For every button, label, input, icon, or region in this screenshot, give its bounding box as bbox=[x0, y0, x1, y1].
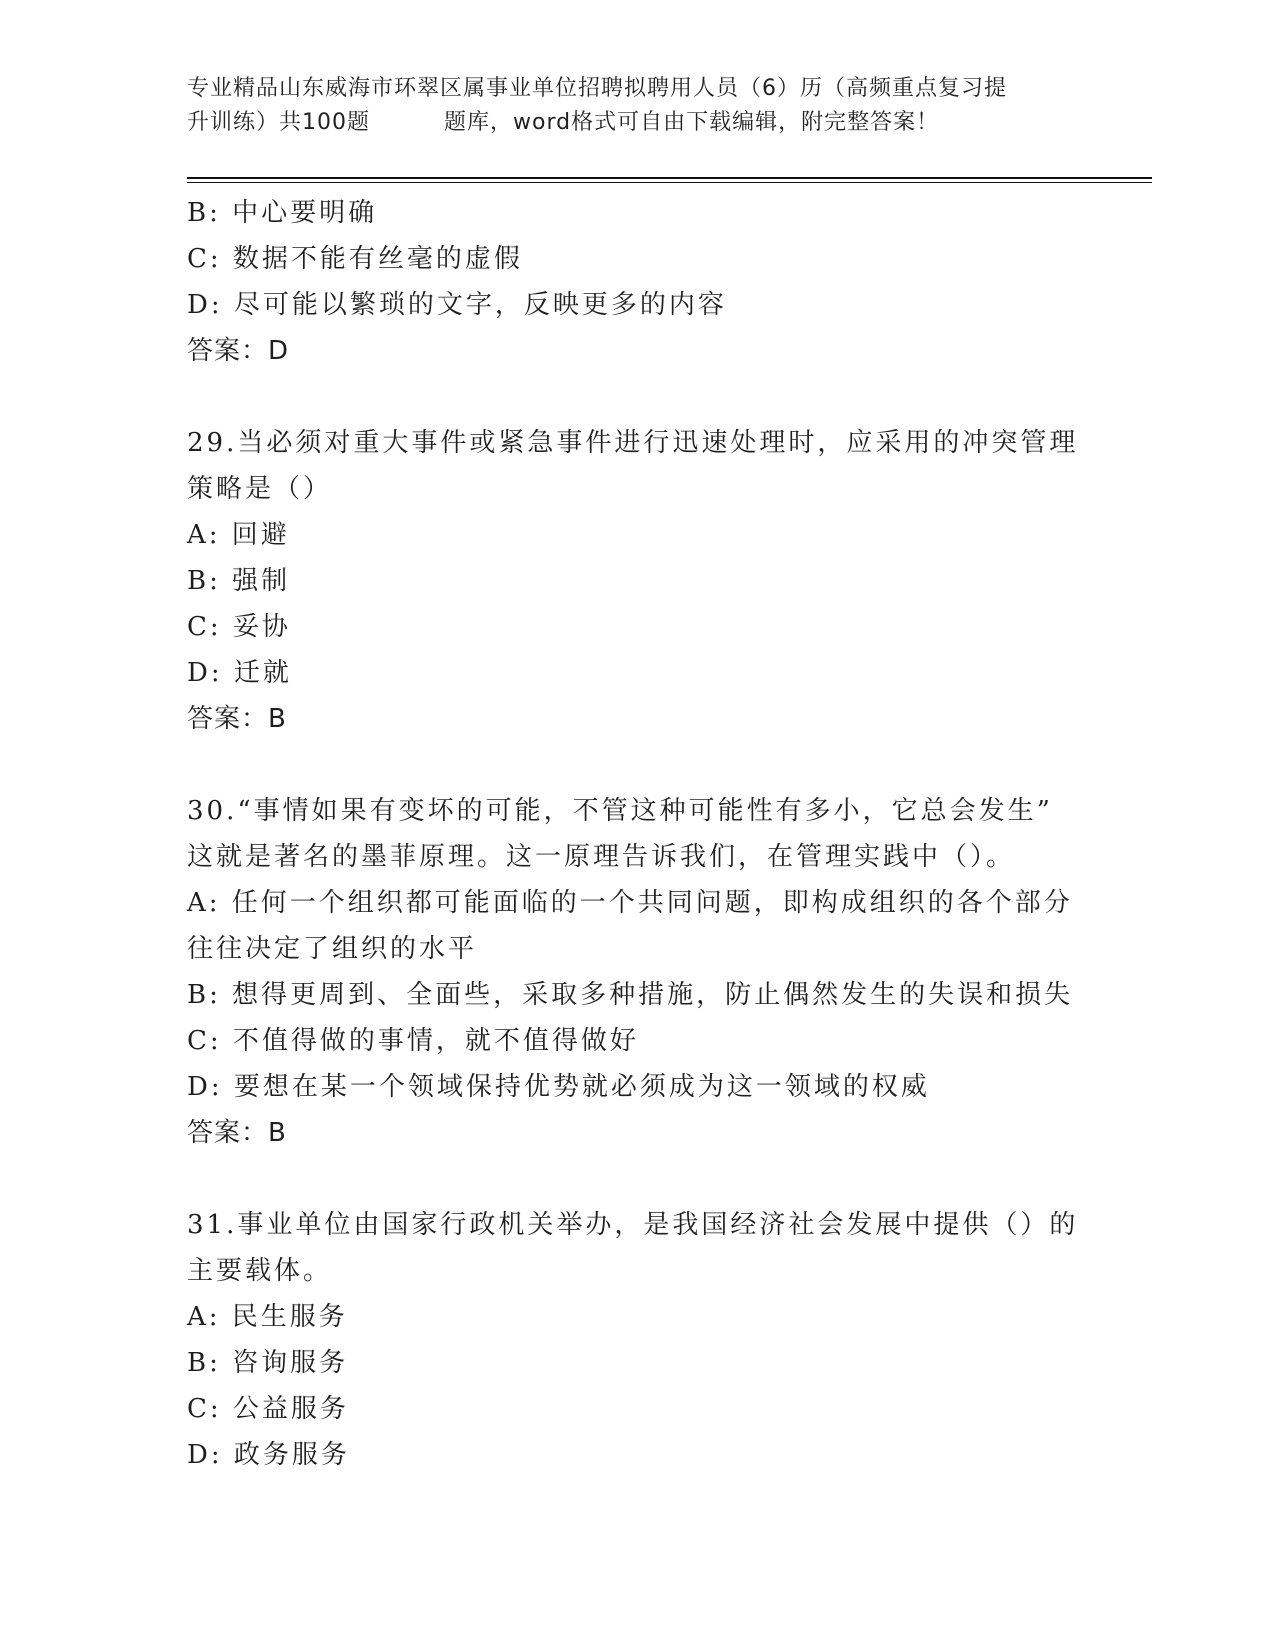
question-stem-line-1: 29.当必须对重大事件或紧急事件进行迅速处理时，应采用的冲突管理 bbox=[187, 428, 1079, 458]
question-stem-line-1: 30.“事情如果有变坏的可能，不管这种可能性有多小，它总会发生” bbox=[187, 796, 1053, 826]
header-rule-thin bbox=[187, 182, 1152, 183]
option-c: C: 妥协 bbox=[187, 612, 291, 642]
option-b: B: 强制 bbox=[187, 566, 291, 596]
answer: 答案：B bbox=[187, 1118, 287, 1148]
header-line-1: 专业精品山东威海市环翠区属事业单位招聘拟聘用人员（6）历（高频重点复习提 bbox=[187, 76, 1007, 101]
header-line-2 bbox=[187, 106, 1087, 140]
option-c: C: 公益服务 bbox=[187, 1394, 349, 1424]
option-d: D: 尽可能以繁琐的文字，反映更多的内容 bbox=[187, 290, 727, 320]
option-b: B: 咨询服务 bbox=[187, 1348, 349, 1378]
option-b: B: 中心要明确 bbox=[187, 198, 378, 228]
question-stem-line-2: 这就是著名的墨菲原理。这一原理告诉我们，在管理实践中（）。 bbox=[187, 842, 1016, 872]
option-a-line-2: 往往决定了组织的水平 bbox=[187, 934, 478, 964]
question-spacer bbox=[187, 374, 1087, 420]
question-29 bbox=[187, 420, 1087, 742]
question-list bbox=[187, 190, 1087, 1478]
answer: 答案：B bbox=[187, 704, 287, 734]
option-c: C: 不值得做的事情，就不值得做好 bbox=[187, 1026, 639, 1056]
header-line-2-part-b: 题库，word格式可自由下载编辑，附完整答案！ bbox=[444, 110, 940, 135]
answer: 答案：D bbox=[187, 336, 290, 366]
document-header bbox=[187, 72, 1087, 140]
question-31 bbox=[187, 1202, 1087, 1478]
question-30 bbox=[187, 788, 1087, 1156]
question-stem-line-2: 主要载体。 bbox=[187, 1256, 333, 1286]
option-a: A: 回避 bbox=[187, 520, 290, 550]
question-stem-line-1: 31.事业单位由国家行政机关举办，是我国经济社会发展中提供（）的 bbox=[187, 1210, 1079, 1240]
option-c: C: 数据不能有丝毫的虚假 bbox=[187, 244, 523, 274]
option-b: B: 想得更周到、全面些，采取多种措施，防止偶然发生的失误和损失 bbox=[187, 980, 1074, 1010]
question-spacer bbox=[187, 742, 1087, 788]
option-d: D: 迁就 bbox=[187, 658, 292, 688]
option-a-line-1: A: 任何一个组织都可能面临的一个共同问题，即构成组织的各个部分 bbox=[187, 888, 1073, 918]
option-d: D: 要想在某一个领域保持优势就必须成为这一领域的权威 bbox=[187, 1072, 930, 1102]
header-line-2-part-a: 升训练）共100题 bbox=[187, 110, 370, 135]
question-stem-line-2: 策略是（） bbox=[187, 474, 333, 504]
option-a: A: 民生服务 bbox=[187, 1302, 348, 1332]
header-rule-thick bbox=[187, 177, 1152, 179]
question-spacer bbox=[187, 1156, 1087, 1202]
option-d: D: 政务服务 bbox=[187, 1440, 350, 1470]
question-28 bbox=[187, 190, 1087, 374]
